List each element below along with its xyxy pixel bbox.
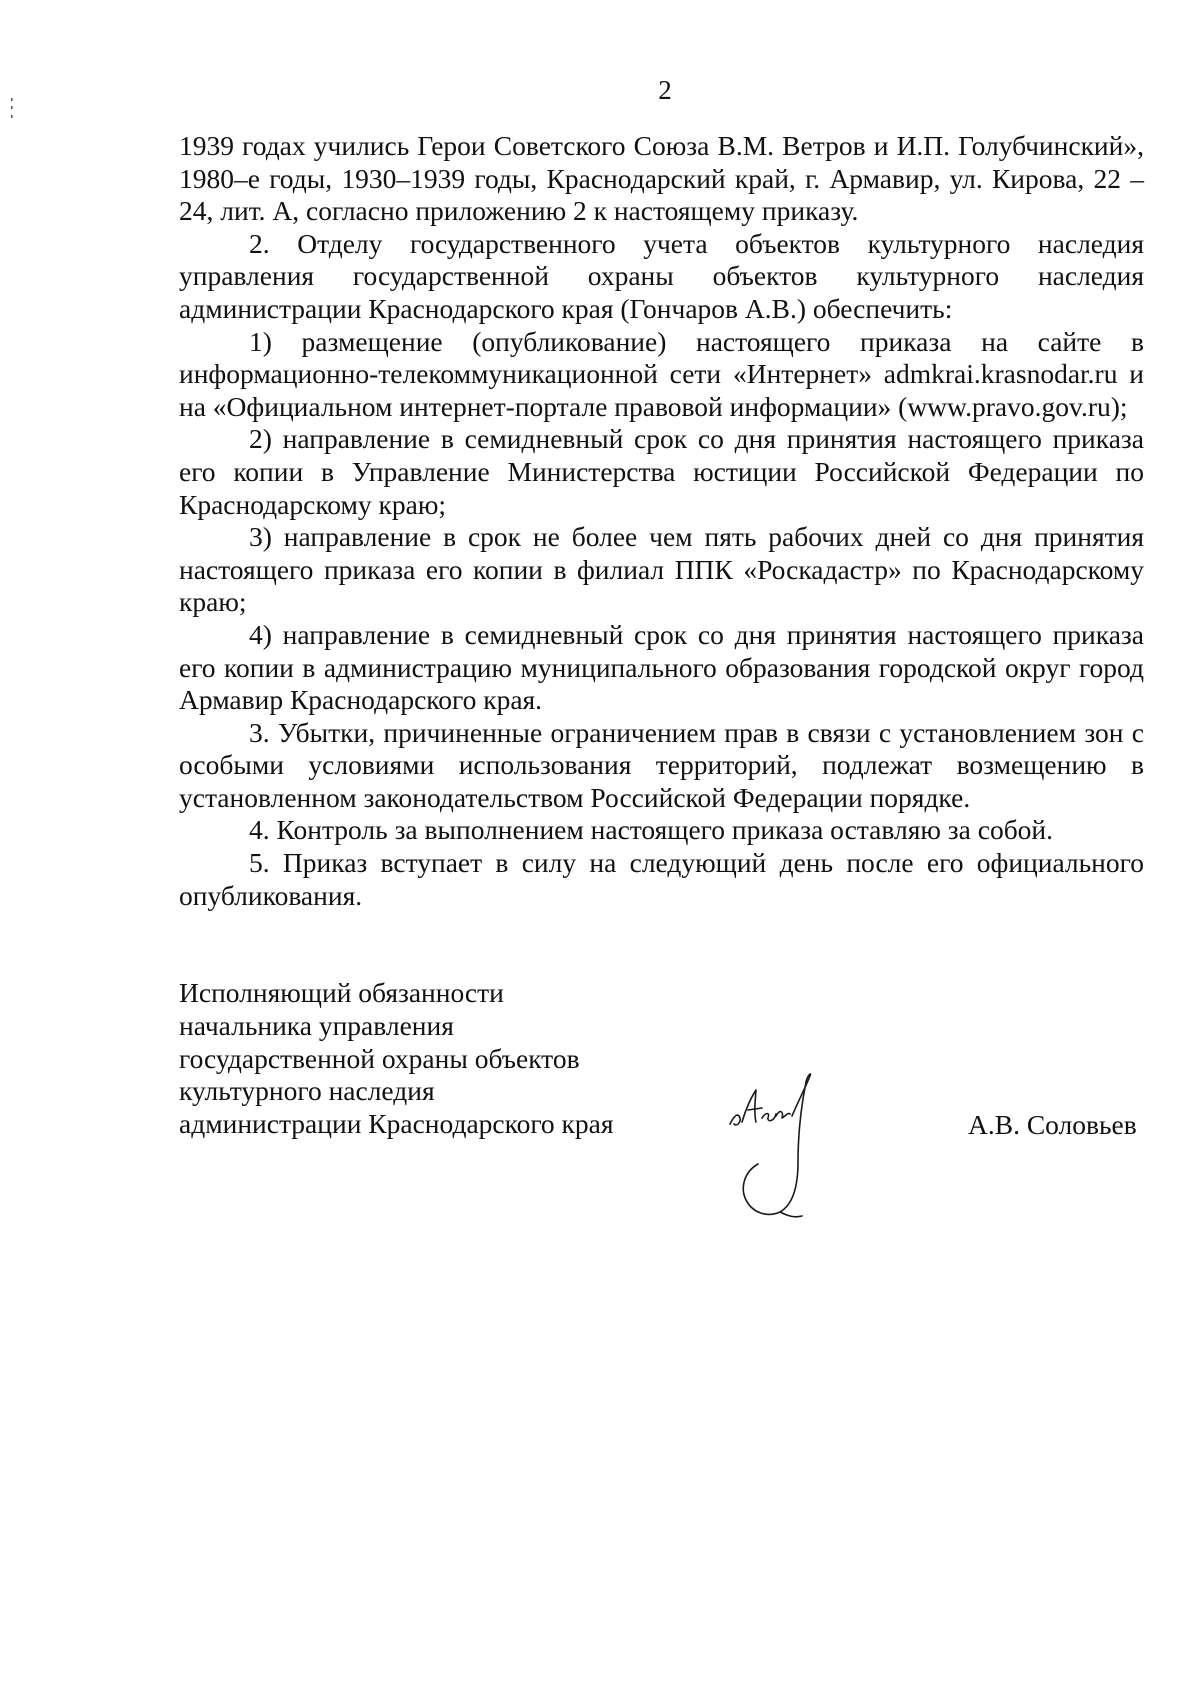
handwritten-signature xyxy=(722,1072,842,1222)
paragraph-subitem-4: 4) направление в семидневный срок со дня принятия настоящего приказа его копии в администрацию муниципального образования городской округ город Армавир Краснодарского края. xyxy=(179,618,1144,716)
paragraph-subitem-2: 2) направление в семидневный срок со дня принятия настоящего приказа его копии в Управление Министерства юстиции Российской Федерации по Краснодарскому краю; xyxy=(179,423,1144,520)
paragraph-subitem-3: 3) направление в срок не более чем пять рабочих дней со дня принятия настоящего приказа его копии в филиал ППК «Роскадастр» по Краснодарскому краю; xyxy=(179,521,1144,618)
signer-position-line: государственной охраны объектов xyxy=(179,1042,580,1074)
signer-position-line: культурного наследия xyxy=(179,1075,435,1107)
paragraph-item-4: 4. Контроль за выполнением настоящего приказа оставляю за собой. xyxy=(249,814,1054,846)
order-body xyxy=(179,130,1144,912)
paragraph-subitem-1: 1) размещение (опубликование) настоящего приказа на сайте в информационно-телекоммуникационной сети «Интернет» admkrai.krasnodar.ru и на «Официальном интернет-портале правовой информации» (www.pravo.gov.ru); xyxy=(179,325,1144,422)
paragraph-item-3: 3. Убытки, причиненные ограничением прав в связи с установлением зон с особыми условиями использования территорий, подлежат возмещению в установленном законодательством Российской Федерации порядке. xyxy=(179,716,1144,813)
paragraph-continuation: 1939 годах учились Герои Советского Союза В.М. Ветров и И.П. Голубчинский», 1980–е годы, 1930–1939 годы, Краснодарский край, г. Армавир, ул. Кирова, 22 – 24, лит. А, согласно приложению 2 к настоящему приказу. xyxy=(179,130,1144,227)
page-number: 2 xyxy=(658,75,672,105)
signer-position xyxy=(179,977,739,1141)
signer-name: А.В. Соловьев xyxy=(968,1109,1137,1140)
signer-position-line: Исполняющий обязанности xyxy=(179,977,504,1008)
paragraph-item-5: 5. Приказ вступает в силу на следующий день после его официального опубликования. xyxy=(179,847,1144,911)
paragraph-item-2: 2. Отделу государственного учета объектов культурного наследия управления государственной охраны объектов культурного наследия администрации Краснодарского края (Гончаров А.В.) обеспечить: xyxy=(179,227,1144,324)
signer-position-line: администрации Краснодарского края xyxy=(179,1108,614,1140)
signer-position-line: начальника управления xyxy=(179,1009,454,1041)
